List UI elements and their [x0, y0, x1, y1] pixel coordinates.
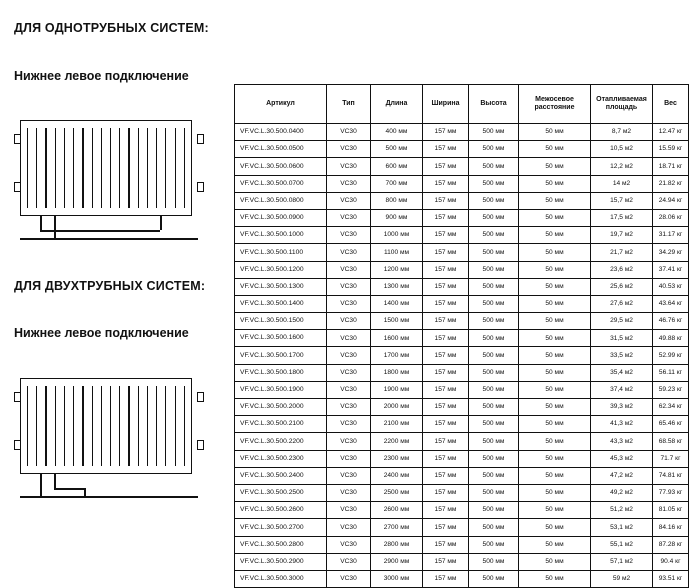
cell-axis-distance: 50 мм — [519, 261, 591, 278]
cell-height: 500 мм — [469, 519, 519, 536]
connection-nub-left-bottom — [14, 440, 21, 450]
cell-weight: 62.34 кг — [653, 399, 689, 416]
cell-axis-distance: 50 мм — [519, 209, 591, 226]
cell-article: VF.VC.L.30.500.1600 — [235, 330, 327, 347]
cell-weight: 28.06 кг — [653, 209, 689, 226]
cell-height: 500 мм — [469, 484, 519, 501]
cell-width: 157 мм — [423, 364, 469, 381]
cell-heated-area: 27,6 м2 — [591, 295, 653, 312]
cell-heated-area: 8,7 м2 — [591, 124, 653, 141]
connection-nub-right-top — [197, 392, 204, 402]
cell-type: VC30 — [327, 502, 371, 519]
cell-type: VC30 — [327, 467, 371, 484]
cell-axis-distance: 50 мм — [519, 433, 591, 450]
cell-article: VF.VC.L.30.500.1000 — [235, 227, 327, 244]
cell-height: 500 мм — [469, 278, 519, 295]
column-header-article: Артикул — [235, 85, 327, 124]
cell-length: 2700 мм — [371, 519, 423, 536]
cell-heated-area: 10,5 м2 — [591, 141, 653, 158]
section-one-pipe-subtitle: Нижнее левое подключение — [14, 69, 189, 83]
table-row — [235, 536, 689, 553]
cell-type: VC30 — [327, 364, 371, 381]
cell-type: VC30 — [327, 124, 371, 141]
cell-width: 157 мм — [423, 347, 469, 364]
cell-height: 500 мм — [469, 192, 519, 209]
cell-width: 157 мм — [423, 313, 469, 330]
cell-heated-area: 49,2 м2 — [591, 484, 653, 501]
cell-heated-area: 29,5 м2 — [591, 313, 653, 330]
cell-type: VC30 — [327, 192, 371, 209]
table-header-row — [235, 85, 689, 124]
table-row — [235, 553, 689, 570]
connection-nub-left-bottom — [14, 182, 21, 192]
cell-heated-area: 35,4 м2 — [591, 364, 653, 381]
cell-length: 1600 мм — [371, 330, 423, 347]
cell-article: VF.VC.L.30.500.2700 — [235, 519, 327, 536]
cell-heated-area: 57,1 м2 — [591, 553, 653, 570]
cell-height: 500 мм — [469, 450, 519, 467]
cell-heated-area: 51,2 м2 — [591, 502, 653, 519]
cell-axis-distance: 50 мм — [519, 124, 591, 141]
cell-weight: 49.88 кг — [653, 330, 689, 347]
table-row — [235, 347, 689, 364]
cell-length: 1100 мм — [371, 244, 423, 261]
column-header-type: Тип — [327, 85, 371, 124]
cell-length: 2600 мм — [371, 502, 423, 519]
cell-type: VC30 — [327, 519, 371, 536]
cell-height: 500 мм — [469, 124, 519, 141]
cell-weight: 24.94 кг — [653, 192, 689, 209]
cell-length: 2100 мм — [371, 416, 423, 433]
pipe-segment — [20, 496, 198, 498]
column-header-length: Длина — [371, 85, 423, 124]
connection-nub-right-bottom — [197, 440, 204, 450]
cell-heated-area: 59 м2 — [591, 570, 653, 587]
cell-height: 500 мм — [469, 244, 519, 261]
cell-weight: 71.7 кг — [653, 450, 689, 467]
cell-width: 157 мм — [423, 433, 469, 450]
pipe-segment — [40, 216, 42, 230]
cell-type: VC30 — [327, 450, 371, 467]
table-row — [235, 502, 689, 519]
cell-article: VF.VC.L.30.500.0900 — [235, 209, 327, 226]
cell-axis-distance: 50 мм — [519, 227, 591, 244]
cell-width: 157 мм — [423, 450, 469, 467]
cell-length: 2200 мм — [371, 433, 423, 450]
table-row — [235, 484, 689, 501]
cell-heated-area: 45,3 м2 — [591, 450, 653, 467]
cell-axis-distance: 50 мм — [519, 347, 591, 364]
cell-axis-distance: 50 мм — [519, 502, 591, 519]
section-one-pipe-title: ДЛЯ ОДНОТРУБНЫХ СИСТЕМ: — [14, 21, 209, 35]
connection-nub-left-top — [14, 392, 21, 402]
cell-width: 157 мм — [423, 330, 469, 347]
cell-weight: 18.71 кг — [653, 158, 689, 175]
cell-type: VC30 — [327, 209, 371, 226]
cell-axis-distance: 50 мм — [519, 381, 591, 398]
table-row — [235, 416, 689, 433]
cell-weight: 74.81 кг — [653, 467, 689, 484]
cell-heated-area: 21,7 м2 — [591, 244, 653, 261]
cell-weight: 81.05 кг — [653, 502, 689, 519]
cell-article: VF.VC.L.30.500.1500 — [235, 313, 327, 330]
pipe-segment — [54, 488, 84, 490]
pipe-segment — [54, 216, 56, 238]
cell-article: VF.VC.L.30.500.1100 — [235, 244, 327, 261]
cell-type: VC30 — [327, 313, 371, 330]
cell-length: 400 мм — [371, 124, 423, 141]
cell-article: VF.VC.L.30.500.1400 — [235, 295, 327, 312]
cell-width: 157 мм — [423, 570, 469, 587]
cell-weight: 40.53 кг — [653, 278, 689, 295]
cell-height: 500 мм — [469, 209, 519, 226]
cell-weight: 52.99 кг — [653, 347, 689, 364]
cell-type: VC30 — [327, 570, 371, 587]
cell-length: 2900 мм — [371, 553, 423, 570]
cell-height: 500 мм — [469, 502, 519, 519]
table-row — [235, 467, 689, 484]
cell-width: 157 мм — [423, 227, 469, 244]
cell-type: VC30 — [327, 484, 371, 501]
cell-heated-area: 12,2 м2 — [591, 158, 653, 175]
pipe-segment — [54, 474, 56, 488]
cell-weight: 43.64 кг — [653, 295, 689, 312]
radiator-diagram-one-pipe — [14, 120, 204, 240]
left-column — [0, 0, 228, 535]
cell-axis-distance: 50 мм — [519, 570, 591, 587]
section-two-pipe-title: ДЛЯ ДВУХТРУБНЫХ СИСТЕМ: — [14, 279, 206, 293]
cell-heated-area: 33,5 м2 — [591, 347, 653, 364]
pipe-segment — [40, 474, 42, 496]
cell-weight: 31.17 кг — [653, 227, 689, 244]
cell-length: 900 мм — [371, 209, 423, 226]
cell-length: 1300 мм — [371, 278, 423, 295]
spec-table-body — [235, 124, 689, 588]
table-row — [235, 330, 689, 347]
cell-heated-area: 43,3 м2 — [591, 433, 653, 450]
cell-heated-area: 39,3 м2 — [591, 399, 653, 416]
cell-width: 157 мм — [423, 278, 469, 295]
cell-article: VF.VC.L.30.500.1700 — [235, 347, 327, 364]
cell-height: 500 мм — [469, 295, 519, 312]
cell-weight: 34.29 кг — [653, 244, 689, 261]
cell-type: VC30 — [327, 141, 371, 158]
cell-length: 1400 мм — [371, 295, 423, 312]
cell-height: 500 мм — [469, 347, 519, 364]
radiator-diagram-two-pipe — [14, 378, 204, 498]
cell-height: 500 мм — [469, 313, 519, 330]
connection-nub-right-top — [197, 134, 204, 144]
cell-axis-distance: 50 мм — [519, 553, 591, 570]
cell-width: 157 мм — [423, 519, 469, 536]
cell-article: VF.VC.L.30.500.0400 — [235, 124, 327, 141]
cell-weight: 87.28 кг — [653, 536, 689, 553]
spec-table — [234, 84, 689, 588]
cell-type: VC30 — [327, 399, 371, 416]
table-row — [235, 227, 689, 244]
table-row — [235, 519, 689, 536]
cell-article: VF.VC.L.30.500.1200 — [235, 261, 327, 278]
pipe-segment — [160, 216, 162, 230]
cell-length: 500 мм — [371, 141, 423, 158]
connection-nub-right-bottom — [197, 182, 204, 192]
table-row — [235, 381, 689, 398]
table-row — [235, 364, 689, 381]
radiator-fins — [27, 128, 185, 208]
table-row — [235, 295, 689, 312]
cell-weight: 12.47 кг — [653, 124, 689, 141]
cell-height: 500 мм — [469, 467, 519, 484]
cell-length: 800 мм — [371, 192, 423, 209]
cell-type: VC30 — [327, 175, 371, 192]
pipe-segment — [40, 230, 160, 232]
pipe-segment — [84, 488, 86, 496]
cell-type: VC30 — [327, 261, 371, 278]
radiator-fins — [27, 386, 185, 466]
cell-heated-area: 19,7 м2 — [591, 227, 653, 244]
cell-length: 2400 мм — [371, 467, 423, 484]
cell-length: 3000 мм — [371, 570, 423, 587]
cell-length: 1500 мм — [371, 313, 423, 330]
cell-type: VC30 — [327, 227, 371, 244]
cell-length: 1200 мм — [371, 261, 423, 278]
table-row — [235, 433, 689, 450]
cell-length: 1000 мм — [371, 227, 423, 244]
cell-article: VF.VC.L.30.500.2900 — [235, 553, 327, 570]
cell-weight: 59.23 кг — [653, 381, 689, 398]
cell-axis-distance: 50 мм — [519, 330, 591, 347]
cell-heated-area: 31,5 м2 — [591, 330, 653, 347]
cell-width: 157 мм — [423, 124, 469, 141]
cell-weight: 46.76 кг — [653, 313, 689, 330]
cell-article: VF.VC.L.30.500.2500 — [235, 484, 327, 501]
cell-height: 500 мм — [469, 330, 519, 347]
cell-weight: 21.82 кг — [653, 175, 689, 192]
table-row — [235, 570, 689, 587]
cell-type: VC30 — [327, 433, 371, 450]
cell-height: 500 мм — [469, 175, 519, 192]
cell-width: 157 мм — [423, 467, 469, 484]
cell-axis-distance: 50 мм — [519, 399, 591, 416]
cell-axis-distance: 50 мм — [519, 313, 591, 330]
cell-article: VF.VC.L.30.500.1800 — [235, 364, 327, 381]
cell-length: 2000 мм — [371, 399, 423, 416]
cell-width: 157 мм — [423, 536, 469, 553]
cell-width: 157 мм — [423, 244, 469, 261]
cell-width: 157 мм — [423, 484, 469, 501]
cell-weight: 65.46 кг — [653, 416, 689, 433]
cell-heated-area: 15,7 м2 — [591, 192, 653, 209]
cell-heated-area: 53,1 м2 — [591, 519, 653, 536]
section-two-pipe-subtitle: Нижнее левое подключение — [14, 326, 189, 340]
cell-article: VF.VC.L.30.500.2200 — [235, 433, 327, 450]
cell-weight: 90.4 кг — [653, 553, 689, 570]
cell-height: 500 мм — [469, 158, 519, 175]
cell-heated-area: 17,5 м2 — [591, 209, 653, 226]
table-row — [235, 313, 689, 330]
cell-weight: 37.41 кг — [653, 261, 689, 278]
cell-heated-area: 23,6 м2 — [591, 261, 653, 278]
cell-type: VC30 — [327, 295, 371, 312]
cell-axis-distance: 50 мм — [519, 416, 591, 433]
cell-article: VF.VC.L.30.500.2400 — [235, 467, 327, 484]
cell-width: 157 мм — [423, 141, 469, 158]
spec-table-head — [235, 85, 689, 124]
cell-width: 157 мм — [423, 209, 469, 226]
cell-width: 157 мм — [423, 175, 469, 192]
cell-length: 1700 мм — [371, 347, 423, 364]
cell-heated-area: 47,2 м2 — [591, 467, 653, 484]
cell-axis-distance: 50 мм — [519, 536, 591, 553]
cell-article: VF.VC.L.30.500.2800 — [235, 536, 327, 553]
table-row — [235, 278, 689, 295]
cell-heated-area: 25,6 м2 — [591, 278, 653, 295]
cell-type: VC30 — [327, 536, 371, 553]
cell-height: 500 мм — [469, 381, 519, 398]
cell-axis-distance: 50 мм — [519, 158, 591, 175]
pipe-segment — [20, 238, 198, 240]
column-header-width: Ширина — [423, 85, 469, 124]
cell-weight: 77.93 кг — [653, 484, 689, 501]
cell-article: VF.VC.L.30.500.0600 — [235, 158, 327, 175]
cell-width: 157 мм — [423, 381, 469, 398]
column-header-heated-area: Отапливаемая площадь — [591, 85, 653, 124]
table-row — [235, 124, 689, 141]
cell-weight: 15.59 кг — [653, 141, 689, 158]
cell-axis-distance: 50 мм — [519, 295, 591, 312]
cell-length: 2300 мм — [371, 450, 423, 467]
table-row — [235, 158, 689, 175]
cell-axis-distance: 50 мм — [519, 141, 591, 158]
table-row — [235, 175, 689, 192]
cell-weight: 56.11 кг — [653, 364, 689, 381]
cell-heated-area: 55,1 м2 — [591, 536, 653, 553]
cell-heated-area: 14 м2 — [591, 175, 653, 192]
table-row — [235, 399, 689, 416]
cell-type: VC30 — [327, 330, 371, 347]
cell-width: 157 мм — [423, 158, 469, 175]
cell-article: VF.VC.L.30.500.1900 — [235, 381, 327, 398]
cell-weight: 84.16 кг — [653, 519, 689, 536]
cell-axis-distance: 50 мм — [519, 364, 591, 381]
cell-height: 500 мм — [469, 364, 519, 381]
cell-width: 157 мм — [423, 416, 469, 433]
cell-type: VC30 — [327, 244, 371, 261]
cell-type: VC30 — [327, 553, 371, 570]
cell-heated-area: 37,4 м2 — [591, 381, 653, 398]
cell-height: 500 мм — [469, 261, 519, 278]
cell-type: VC30 — [327, 347, 371, 364]
cell-width: 157 мм — [423, 502, 469, 519]
cell-length: 2800 мм — [371, 536, 423, 553]
cell-axis-distance: 50 мм — [519, 278, 591, 295]
cell-article: VF.VC.L.30.500.2600 — [235, 502, 327, 519]
cell-length: 1900 мм — [371, 381, 423, 398]
cell-weight: 68.58 кг — [653, 433, 689, 450]
cell-article: VF.VC.L.30.500.2100 — [235, 416, 327, 433]
column-header-weight: Вес — [653, 85, 689, 124]
cell-height: 500 мм — [469, 227, 519, 244]
cell-height: 500 мм — [469, 416, 519, 433]
cell-article: VF.VC.L.30.500.0700 — [235, 175, 327, 192]
table-row — [235, 192, 689, 209]
cell-article: VF.VC.L.30.500.0500 — [235, 141, 327, 158]
cell-weight: 93.51 кг — [653, 570, 689, 587]
cell-axis-distance: 50 мм — [519, 175, 591, 192]
cell-axis-distance: 50 мм — [519, 450, 591, 467]
cell-type: VC30 — [327, 158, 371, 175]
cell-axis-distance: 50 мм — [519, 519, 591, 536]
column-header-height: Высота — [469, 85, 519, 124]
cell-width: 157 мм — [423, 399, 469, 416]
cell-length: 600 мм — [371, 158, 423, 175]
cell-axis-distance: 50 мм — [519, 484, 591, 501]
cell-article: VF.VC.L.30.500.1300 — [235, 278, 327, 295]
cell-length: 1800 мм — [371, 364, 423, 381]
table-row — [235, 450, 689, 467]
cell-height: 500 мм — [469, 536, 519, 553]
radiator-body — [20, 120, 192, 216]
cell-length: 700 мм — [371, 175, 423, 192]
cell-length: 2500 мм — [371, 484, 423, 501]
cell-type: VC30 — [327, 278, 371, 295]
connection-nub-left-top — [14, 134, 21, 144]
cell-axis-distance: 50 мм — [519, 192, 591, 209]
cell-heated-area: 41,3 м2 — [591, 416, 653, 433]
cell-height: 500 мм — [469, 553, 519, 570]
cell-type: VC30 — [327, 416, 371, 433]
table-row — [235, 261, 689, 278]
cell-width: 157 мм — [423, 261, 469, 278]
cell-height: 500 мм — [469, 433, 519, 450]
cell-axis-distance: 50 мм — [519, 244, 591, 261]
cell-height: 500 мм — [469, 570, 519, 587]
cell-axis-distance: 50 мм — [519, 467, 591, 484]
cell-width: 157 мм — [423, 295, 469, 312]
spec-table-container — [234, 84, 688, 588]
cell-type: VC30 — [327, 381, 371, 398]
column-header-axis-distance: Межосевое расстояние — [519, 85, 591, 124]
cell-article: VF.VC.L.30.500.0800 — [235, 192, 327, 209]
cell-article: VF.VC.L.30.500.2000 — [235, 399, 327, 416]
cell-height: 500 мм — [469, 399, 519, 416]
cell-article: VF.VC.L.30.500.3000 — [235, 570, 327, 587]
table-row — [235, 244, 689, 261]
cell-width: 157 мм — [423, 553, 469, 570]
table-row — [235, 209, 689, 226]
table-row — [235, 141, 689, 158]
radiator-body — [20, 378, 192, 474]
cell-article: VF.VC.L.30.500.2300 — [235, 450, 327, 467]
cell-width: 157 мм — [423, 192, 469, 209]
cell-height: 500 мм — [469, 141, 519, 158]
